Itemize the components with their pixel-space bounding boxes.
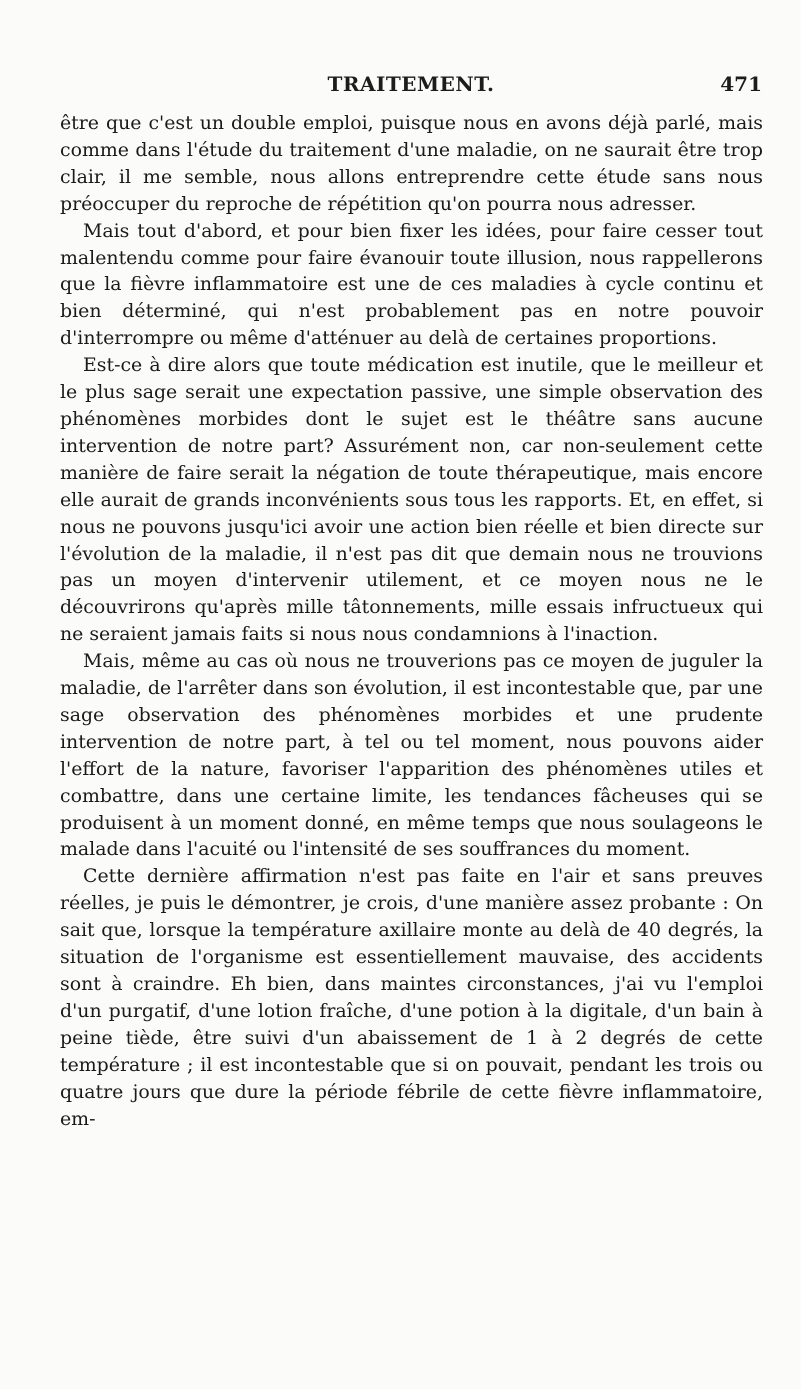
- paragraph: Mais tout d'abord, et pour bien fixer les idées, pour faire cesser tout malentendu comme pour faire évanouir toute illusion, nous rappellerons que la fièvre inflammatoire est une de ces maladies à cycle continu et bien déterminé, qui n'est probablement pas en notre pouvoir d'interrompre ou même d'atténuer au delà de certaines proportions.: [60, 219, 763, 350]
- paragraph-continued: être que c'est un double emploi, puisque nous en avons déjà parlé, mais comme dans l'étude du traitement d'une maladie, on ne saurait être trop clair, il me semble, nous allons entreprendre cette étude sans nous préoccuper du reproche de répétition qu'on pourra nous adresser.: [60, 112, 763, 215]
- paragraph: Cette dernière affirmation n'est pas faite en l'air et sans preuves réelles, je puis le démontrer, je crois, d'une manière assez probante : On sait que, lorsque la température axillaire monte au delà de 40 degrés, la situation de l'organisme est essentiellement mauvaise, des accidents sont à craindre. Eh bien, dans maintes circonstances, j'ai vu l'emploi d'un purgatif, d'une lotion fraîche, d'une potion à la digitale, d'un bain à peine tiède, être suivi d'un abaissement de 1 à 2 degrés de cette température ; il est incontestable que si on pouvait, pendant les trois ou quatre jours que dure la période fébrile de cette fièvre inflammatoire, em-: [60, 865, 763, 1130]
- running-head: [60, 72, 762, 102]
- paragraph: Mais, même au cas où nous ne trouverions pas ce moyen de juguler la maladie, de l'arrêter dans son évolution, il est incontestable que, par une sage observation des phénomènes morbides et une prudente intervention de notre part, à tel ou tel moment, nous pouvons aider l'effort de la nature, favoriser l'apparition des phénomènes utiles et combattre, dans une certaine limite, les tendances fâcheuses qui se produisent à un moment donné, en même temps que nous soulageons le malade dans l'acuité ou l'intensité de ses souffrances du moment.: [60, 650, 763, 861]
- running-title: TRAITEMENT.: [327, 72, 495, 96]
- page-number: 471: [720, 72, 762, 96]
- body-text: [60, 110, 763, 1132]
- paragraph: Est-ce à dire alors que toute médication est inutile, que le meilleur et le plus sage serait une expectation passive, une simple observation des phénomènes morbides dont le sujet est le théâtre sans aucune intervention de notre part? Assurément non, car non-seulement cette manière de faire serait la négation de toute thérapeutique, mais encore elle aurait de grands inconvénients sous tous les rapports. Et, en effet, si nous ne pouvons jusqu'ici avoir une action bien réelle et bien directe sur l'évolution de la maladie, il n'est pas dit que demain nous ne trouvions pas un moyen d'intervenir utilement, et ce moyen nous ne le découvrirons qu'après mille tâtonnements, mille essais infructueux qui ne seraient jamais faits si nous nous condamnions à l'inaction.: [60, 354, 763, 646]
